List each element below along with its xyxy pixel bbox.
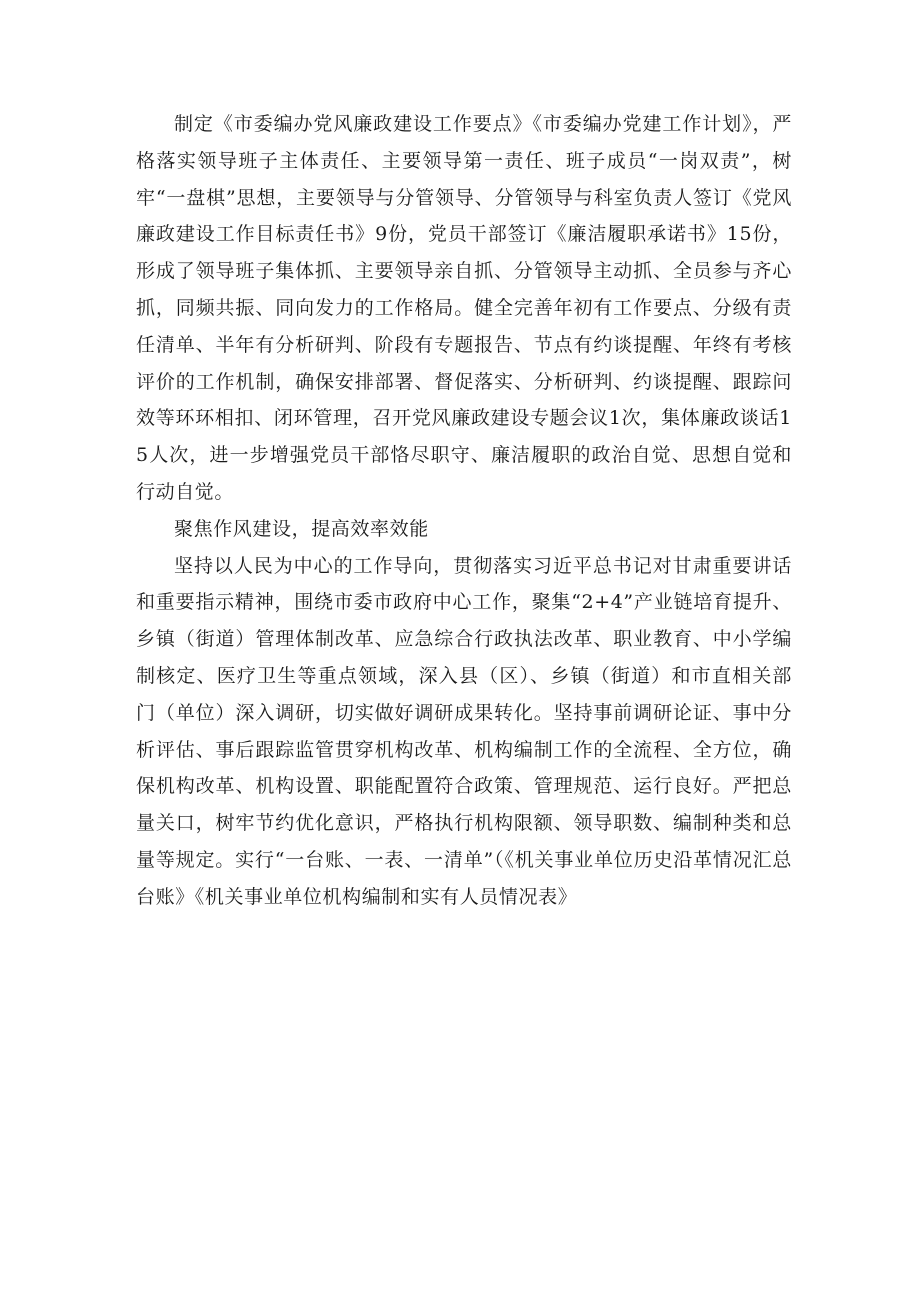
section-heading-work-style: 聚焦作风建设，提高效率效能 bbox=[174, 517, 429, 540]
document-page bbox=[136, 106, 792, 916]
body-paragraph-party-conduct: 制定《市委编办党风廉政建设工作要点》《市委编办党建工作计划》，严格落实领导班子主体责任、主要领导第一责任、班子成员“一岗双责”，树牢“一盘棋”思想，主要领导与分管领导、分管领导与科室负责人签订《党风廉政建设工作目标责任书》9份，党员干部签订《廉洁履职承诺书》15份，形成了领导班子集体抓、主要领导亲自抓、分管领导主动抓、全员参与齐心抓，同频共振、同向发力的工作格局。健全完善年初有工作要点、分级有责任清单、半年有分析研判、阶段有专题报告、节点有约谈提醒、年终有考核评价的工作机制，确保安排部署、督促落实、分析研判、约谈提醒、跟踪问效等环环相扣、闭环管理，召开党风廉政建设专题会议1次，集体廉政谈话15人次，进一步增强党员干部恪尽职守、廉洁履职的政治自觉、思想自觉和行动自觉。 bbox=[136, 113, 792, 503]
body-paragraph-efficiency: 坚持以人民为中心的工作导向，贯彻落实习近平总书记对甘肃重要讲话和重要指示精神，围绕市委市政府中心工作，聚集“2+4”产业链培育提升、乡镇（街道）管理体制改革、应急综合行政执法改革、职业教育、中小学编制核定、医疗卫生等重点领域，深入县（区）、乡镇（街道）和市直相关部门（单位）深入调研，切实做好调研成果转化。坚持事前调研论证、事中分析评估、事后跟踪监管贯穿机构改革、机构编制工作的全流程、全方位，确保机构改革、机构设置、职能配置符合政策、管理规范、运行良好。严把总量关口，树牢节约优化意识，严格执行机构限额、领导职数、编制种类和总量等规定。实行“一台账、一表、一清单”（《机关事业单位历史沿革情况汇总台账》《机关事业单位机构编制和实有人员情况表》 bbox=[136, 554, 792, 908]
